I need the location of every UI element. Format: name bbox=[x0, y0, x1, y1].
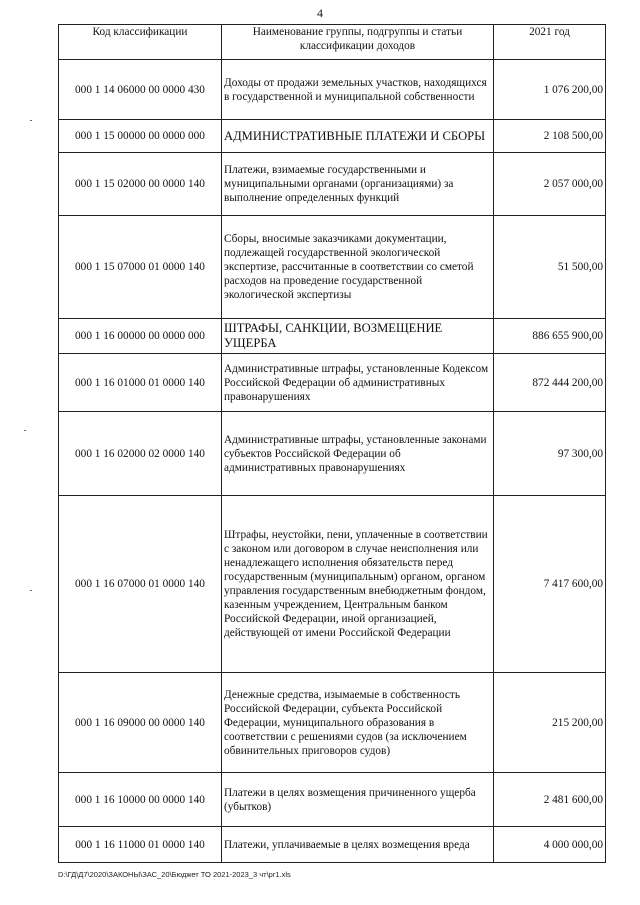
header-year: 2021 год bbox=[494, 25, 606, 60]
margin-mark bbox=[30, 590, 32, 591]
row-code: 000 1 16 11000 01 0000 140 bbox=[59, 827, 222, 863]
row-amount: 2 057 000,00 bbox=[494, 153, 606, 216]
row-name: Платежи, взимаемые государственными и муниципальными органами (организациями) за выполнение определенных функций bbox=[222, 153, 494, 216]
revenue-classification-table bbox=[58, 24, 606, 863]
row-amount: 886 655 900,00 bbox=[494, 319, 606, 354]
row-code: 000 1 16 09000 00 0000 140 bbox=[59, 673, 222, 773]
row-amount: 1 076 200,00 bbox=[494, 60, 606, 120]
table-row bbox=[59, 216, 606, 319]
table-row bbox=[59, 60, 606, 120]
row-name: Сборы, вносимые заказчиками документации, подлежащей государственной экологической экспертизе, рассчитанные в соответствии со сметой расходов на проведение государственной экологической экспертизы bbox=[222, 216, 494, 319]
row-code: 000 1 14 06000 00 0000 430 bbox=[59, 60, 222, 120]
margin-mark bbox=[30, 120, 32, 121]
table-row bbox=[59, 773, 606, 827]
header-name: Наименование группы, подгруппы и статьи классификации доходов bbox=[222, 25, 494, 60]
row-name: Денежные средства, изымаемые в собственность Российской Федерации, субъекта Российской Федерации, муниципального образования в соответствии с решениями судов (за исключением обвинительных приговоров судов) bbox=[222, 673, 494, 773]
table-row bbox=[59, 412, 606, 496]
row-name: Штрафы, неустойки, пени, уплаченные в соответствии с законом или договором в случае неисполнения или ненадлежащего исполнения обязательств перед государственным (муниципальным) органом, органом управления государственным внебюджетным фондом, казенным учреждением, Центральным банком Российской Федерации, иной организацией, действующей от имени Российской Федерации bbox=[222, 496, 494, 673]
row-code: 000 1 15 02000 00 0000 140 bbox=[59, 153, 222, 216]
row-code: 000 1 16 10000 00 0000 140 bbox=[59, 773, 222, 827]
table-row bbox=[59, 153, 606, 216]
row-amount: 872 444 200,00 bbox=[494, 354, 606, 412]
row-code: 000 1 16 01000 01 0000 140 bbox=[59, 354, 222, 412]
row-name: Административные штрафы, установленные законами субъектов Российской Федерации об административных правонарушениях bbox=[222, 412, 494, 496]
table-row bbox=[59, 496, 606, 673]
margin-mark bbox=[24, 430, 26, 431]
row-name: АДМИНИСТРАТИВНЫЕ ПЛАТЕЖИ И СБОРЫ bbox=[222, 120, 494, 153]
row-amount: 2 108 500,00 bbox=[494, 120, 606, 153]
table-row bbox=[59, 319, 606, 354]
row-amount: 51 500,00 bbox=[494, 216, 606, 319]
header-code: Код классификации bbox=[59, 25, 222, 60]
table-row bbox=[59, 354, 606, 412]
row-name: Административные штрафы, установленные Кодексом Российской Федерации об административных правонарушениях bbox=[222, 354, 494, 412]
row-amount: 97 300,00 bbox=[494, 412, 606, 496]
row-name: Платежи в целях возмещения причиненного ущерба (убытков) bbox=[222, 773, 494, 827]
table-header-row bbox=[59, 25, 606, 60]
row-name: ШТРАФЫ, САНКЦИИ, ВОЗМЕЩЕНИЕ УЩЕРБА bbox=[222, 319, 494, 354]
table-row bbox=[59, 827, 606, 863]
table-row bbox=[59, 120, 606, 153]
row-code: 000 1 15 00000 00 0000 000 bbox=[59, 120, 222, 153]
row-name: Доходы от продажи земельных участков, находящихся в государственной и муниципальной собственности bbox=[222, 60, 494, 120]
row-code: 000 1 15 07000 01 0000 140 bbox=[59, 216, 222, 319]
row-amount: 215 200,00 bbox=[494, 673, 606, 773]
row-name: Платежи, уплачиваемые в целях возмещения вреда bbox=[222, 827, 494, 863]
table-row bbox=[59, 673, 606, 773]
row-amount: 7 417 600,00 bbox=[494, 496, 606, 673]
file-path-footer: D:\ГД\Д7\2020\ЗАКОНЫ\ЗАС_20\Бюджет ТО 2021-2023_3 чт\pr1.xls bbox=[58, 870, 291, 879]
row-amount: 4 000 000,00 bbox=[494, 827, 606, 863]
page-number: 4 bbox=[317, 6, 323, 20]
row-code: 000 1 16 07000 01 0000 140 bbox=[59, 496, 222, 673]
row-code: 000 1 16 00000 00 0000 000 bbox=[59, 319, 222, 354]
row-code: 000 1 16 02000 02 0000 140 bbox=[59, 412, 222, 496]
row-amount: 2 481 600,00 bbox=[494, 773, 606, 827]
